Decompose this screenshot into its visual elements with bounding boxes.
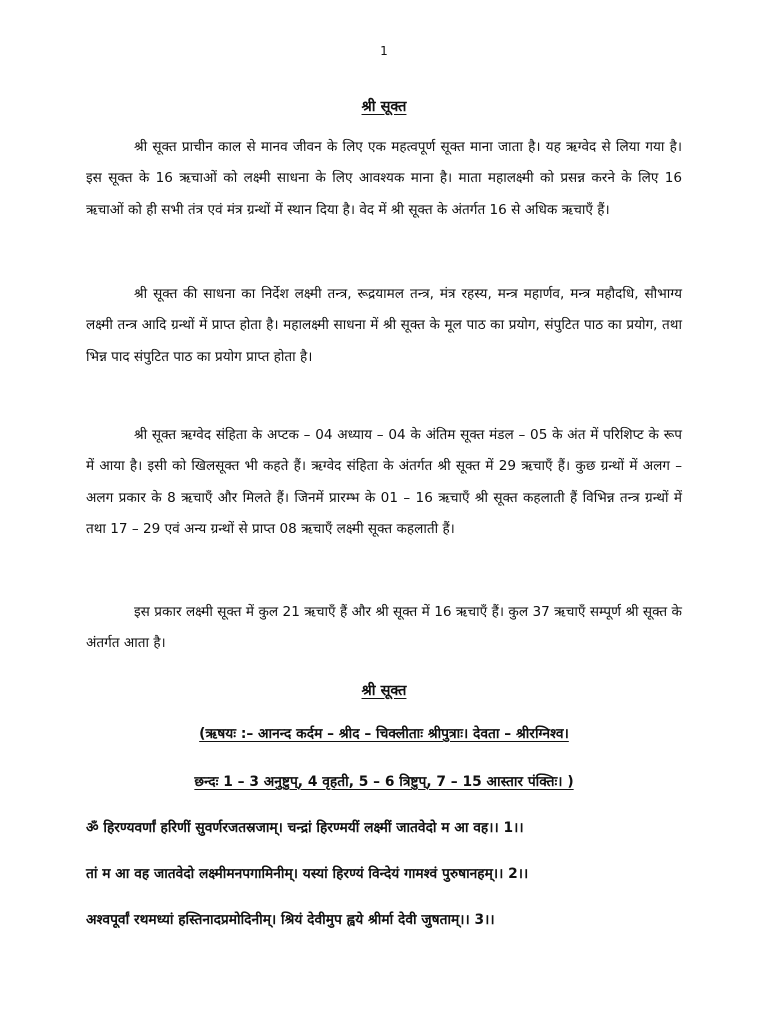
- page-number: 1: [380, 44, 388, 58]
- sadhana-paragraph: श्री सूक्त की साधना का निर्देश लक्ष्मी तन्त्र, रूद्रयामल तन्त्र, मंत्र रहस्य, मन्त्र महार्णव, मन्त्र महौदधि, सौभाग्य लक्ष्मी तन्त्र आदि ग्रन्थों में प्राप्त होता है। महालक्ष्मी साधना में श्री सूक्त के मूल पाठ का प्रयोग, संपुटित पाठ का प्रयोग, तथा भिन्न पाद संपुटित पाठ का प्रयोग प्राप्त होता है।: [86, 286, 682, 365]
- rishi-line: (ऋषयः :– आनन्द कर्दम – श्रीद – चिक्लीताः श्रीपुत्राः। देवता – श्रीरग्निश्व।: [199, 726, 569, 742]
- section-subtitle: श्री सूक्त: [361, 683, 407, 699]
- verse-3: अश्वपूर्वां रथमध्यां हस्तिनादप्रमोदिनीम्। श्रियं देवीमुप ह्वये श्रीर्मा देवी जुषताम्।। 3।।: [86, 912, 495, 928]
- rigveda-paragraph: श्री सूक्त ऋग्वेद संहिता के अप्टक – 04 अध्याय – 04 के अंतिम सूक्त मंडल – 05 के अंत में परिशिप्ट के रूप में आया है। इसी को खिलसूक्त भी कहते हैं। ऋग्वेद संहिता के अंतर्गत श्री सूक्त में 29 ऋचाएँ हैं। कुछ ग्रन्थों में अलग – अलग प्रकार के 8 ऋचाएँ और मिलते हैं। जिनमें प्रारम्भ के 01 – 16 ऋचाएँ श्री सूक्त कहलाती हैं विभिन्न तन्त्र ग्रन्थों में तथा 17 – 29 एवं अन्य ग्रन्थों से प्राप्त 08 ऋचाएँ लक्ष्मी सूक्त कहलाती हैं।: [86, 427, 682, 537]
- intro-paragraph: श्री सूक्त प्राचीन काल से मानव जीवन के लिए एक महत्वपूर्ण सूक्त माना जाता है। यह ऋग्वेद से लिया गया है। इस सूक्त के 16 ऋचाओं को लक्ष्मी साधना के लिए आवश्यक माना है। माता महालक्ष्मी को प्रसन्न करने के लिए 16 ऋचाओं को ही सभी तंत्र एवं मंत्र ग्रन्थों में स्थान दिया है। वेद में श्री सूक्त के अंतर्गत 16 से अधिक ऋचाएँ हैं।: [86, 139, 682, 218]
- page-title: श्री सूक्त: [361, 99, 407, 115]
- verse-1: ॐ हिरण्यवर्णां हरिणीं सुवर्णरजतस्रजाम्। चन्द्रां हिरण्मयीं लक्ष्मीं जातवेदो म आ वह।। 1।।: [86, 820, 524, 836]
- summary-paragraph: इस प्रकार लक्ष्मी सूक्त में कुल 21 ऋचाएँ हैं और श्री सूक्त में 16 ऋचाएँ हैं। कुल 37 ऋचाएँ सम्पूर्ण श्री सूक्त के अंतर्गत आता है।: [86, 604, 682, 652]
- verse-2: तां म आ वह जातवेदो लक्ष्मीमनपगामिनीम्। यस्यां हिरण्यं विन्देयं गामश्वं पुरुषानहम्।। 2।।: [86, 866, 529, 882]
- chhanda-line: छन्दः 1 – 3 अनुष्टुप्, 4 वृहती, 5 – 6 त्रिष्टुप्, 7 – 15 आस्तार पंक्तिः। ): [194, 774, 574, 790]
